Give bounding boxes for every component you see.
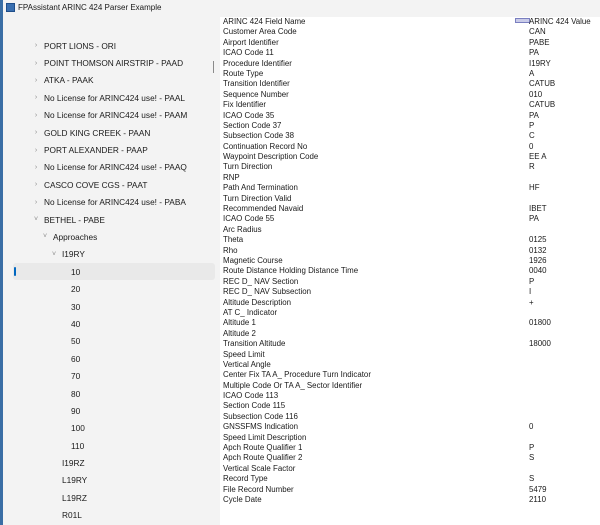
field-name: Record Type — [223, 474, 268, 484]
field-name: Transition Identifier — [223, 79, 290, 89]
field-value: S — [529, 453, 535, 463]
tree-item[interactable] — [3, 280, 215, 297]
field-value: IBET — [529, 204, 547, 214]
tree-item-label: 60 — [71, 353, 81, 364]
tree-item-label: No License for ARINC424 use! - PABA — [44, 197, 186, 208]
grid-row[interactable] — [220, 162, 600, 172]
field-name: Customer Area Code — [223, 27, 297, 37]
field-name: Magnetic Course — [223, 255, 283, 265]
chevron-right-icon[interactable]: › — [34, 129, 38, 137]
chevron-right-icon[interactable]: › — [34, 59, 38, 67]
field-name: Arc Radius — [223, 224, 262, 234]
field-value: PA — [529, 214, 539, 224]
grid-row[interactable] — [220, 79, 600, 89]
field-name: Sequence Number — [223, 89, 289, 99]
field-name: Vertical Angle — [223, 359, 271, 369]
grid-row[interactable] — [220, 142, 600, 152]
tree-item[interactable] — [3, 315, 215, 332]
grid-row[interactable] — [220, 433, 600, 443]
field-value: HF — [529, 183, 540, 193]
tree-item-label: 10 — [71, 266, 81, 277]
field-name: Theta — [223, 235, 244, 245]
field-name: Continuation Record No — [223, 141, 308, 151]
field-name: ICAO Code 113 — [223, 391, 279, 401]
grid-row[interactable] — [220, 412, 600, 422]
tree-item-label: L19RY — [62, 475, 88, 486]
field-name: Cycle Date — [223, 494, 262, 504]
field-value: P — [529, 120, 535, 130]
tree-item-label: CASCO COVE CGS - PAAT — [44, 179, 148, 190]
grid-header — [220, 17, 600, 27]
tree-item-label: L19RZ — [62, 492, 87, 503]
tree-item[interactable] — [3, 402, 215, 419]
grid-row[interactable] — [220, 173, 600, 183]
field-value: I — [529, 287, 532, 297]
field-value: 0 — [529, 422, 534, 432]
field-value: A — [529, 68, 535, 78]
tree-item[interactable] — [3, 54, 215, 71]
grid-row[interactable] — [220, 131, 600, 141]
field-value: 1926 — [529, 255, 547, 265]
chevron-down-icon[interactable]: ˅ — [42, 233, 48, 241]
grid-row[interactable] — [220, 225, 600, 235]
grid-row[interactable] — [220, 48, 600, 58]
field-name: Speed Limit Description — [223, 432, 307, 442]
tree-item[interactable] — [3, 107, 215, 124]
field-value: 18000 — [529, 339, 551, 349]
tree-item[interactable] — [3, 437, 215, 454]
tree-item[interactable] — [3, 246, 215, 263]
grid-row[interactable] — [220, 329, 600, 339]
field-value: EE A — [529, 152, 547, 162]
field-value: P — [529, 276, 535, 286]
field-name: Procedure Identifier — [223, 58, 292, 68]
tree-item[interactable] — [3, 367, 215, 384]
chevron-right-icon[interactable]: › — [34, 76, 38, 84]
field-value: PA — [529, 48, 539, 58]
tree-item-label: Approaches — [53, 231, 98, 242]
grid-row[interactable] — [220, 360, 600, 370]
grid-row[interactable] — [220, 38, 600, 48]
field-value: I19RY — [529, 58, 551, 68]
grid-row[interactable] — [220, 350, 600, 360]
tree-item-label: 100 — [71, 423, 85, 434]
tree-item[interactable] — [3, 333, 215, 350]
grid-row[interactable] — [220, 422, 600, 432]
field-value: 0040 — [529, 266, 547, 276]
field-name: Vertical Scale Factor — [223, 463, 296, 473]
tree-item-label: I19RZ — [62, 458, 85, 469]
field-value: 0 — [529, 141, 534, 151]
grid-row[interactable] — [220, 235, 600, 245]
grid-row[interactable] — [220, 485, 600, 495]
field-name: ICAO Code 11 — [223, 48, 274, 58]
grid-row[interactable] — [220, 277, 600, 287]
tree-item-label: 90 — [71, 405, 81, 416]
field-name: Speed Limit — [223, 349, 265, 359]
field-name: Airport Identifier — [223, 37, 279, 47]
tree-item[interactable] — [3, 72, 215, 89]
field-value: 2110 — [529, 494, 546, 504]
tree-item-label: 50 — [71, 336, 81, 347]
tree-item-label: No License for ARINC424 use! - PAAL — [44, 92, 185, 103]
grid-row[interactable] — [220, 308, 600, 318]
field-name-header[interactable]: ARINC 424 Field Name — [223, 17, 306, 26]
grid-row[interactable] — [220, 90, 600, 100]
field-name: GNSSFMS Indication — [223, 422, 298, 432]
chevron-right-icon[interactable]: › — [34, 42, 38, 50]
chevron-right-icon[interactable]: › — [34, 94, 38, 102]
grid-row[interactable] — [220, 401, 600, 411]
field-name: Transition Altitude — [223, 339, 286, 349]
tree-item[interactable] — [3, 454, 215, 471]
field-name: RNP — [223, 172, 240, 182]
app-icon — [6, 3, 15, 12]
tree-item[interactable] — [3, 159, 215, 176]
field-value: 0132 — [529, 245, 547, 255]
tree-item-label: BETHEL - PABE — [44, 214, 105, 225]
tree-item[interactable] — [3, 141, 215, 158]
field-name: File Record Number — [223, 484, 294, 494]
grid-row[interactable] — [220, 183, 600, 193]
tree-item[interactable] — [3, 228, 215, 245]
grid-row[interactable] — [220, 194, 600, 204]
grid-row[interactable] — [220, 121, 600, 131]
field-name: REC D_ NAV Subsection — [223, 287, 312, 297]
column-resize-grip[interactable] — [515, 18, 530, 23]
grid-row[interactable] — [220, 69, 600, 79]
field-name: ICAO Code 35 — [223, 110, 275, 120]
grid-row[interactable] — [220, 495, 600, 505]
field-value: C — [529, 131, 535, 141]
grid-row[interactable] — [220, 204, 600, 214]
grid-row[interactable] — [220, 27, 600, 37]
tree-item[interactable] — [3, 507, 215, 524]
chevron-right-icon[interactable]: › — [34, 181, 38, 189]
tree-item[interactable] — [3, 176, 215, 193]
tree-item[interactable] — [3, 194, 215, 211]
field-name: Recommended Navaid — [223, 204, 304, 214]
field-name: Route Type — [223, 68, 264, 78]
tree-item[interactable] — [13, 263, 215, 280]
tree-item-label: No License for ARINC424 use! - PAAM — [44, 110, 188, 121]
chevron-down-icon[interactable]: ˅ — [51, 250, 57, 258]
field-value: PA — [529, 110, 539, 120]
tree-item-label: 110 — [71, 440, 85, 451]
grid-row[interactable] — [220, 318, 600, 328]
field-name: Subsection Code 116 — [223, 411, 298, 421]
tree-item-label: 70 — [71, 371, 81, 382]
chevron-right-icon[interactable]: › — [34, 111, 38, 119]
tree-item-label: I19RY — [62, 249, 85, 260]
field-value: CATUB — [529, 79, 556, 89]
chevron-right-icon[interactable]: › — [34, 198, 38, 206]
grid-row[interactable] — [220, 266, 600, 276]
tree-item[interactable] — [3, 89, 215, 106]
tree-item[interactable] — [3, 472, 215, 489]
field-name: Apch Route Qualifier 2 — [223, 453, 303, 463]
field-value: CATUB — [529, 100, 556, 110]
field-name: Path And Termination — [223, 183, 298, 193]
tree-item[interactable] — [3, 420, 215, 437]
field-value: R — [529, 162, 535, 172]
tree-item[interactable] — [3, 124, 215, 141]
tree-item-label: 40 — [71, 318, 81, 329]
tree-item[interactable] — [3, 37, 215, 54]
grid-row[interactable] — [220, 464, 600, 474]
grid-row[interactable] — [220, 256, 600, 266]
field-value-header[interactable]: ARINC 424 Value — [529, 17, 591, 26]
tree-item-label: 20 — [71, 284, 81, 295]
tree-item-label: PORT LIONS - ORI — [44, 40, 117, 51]
field-name: Rho — [223, 245, 238, 255]
field-value: + — [529, 297, 534, 307]
tree-item-label: GOLD KING CREEK - PAAN — [44, 127, 151, 138]
tree-item[interactable] — [3, 298, 215, 315]
grid-row[interactable] — [220, 391, 600, 401]
field-value: PABE — [529, 37, 550, 47]
field-name: ICAO Code 55 — [223, 214, 275, 224]
tree-item-label: POINT THOMSON AIRSTRIP - PAAD — [44, 58, 184, 69]
tree-item[interactable] — [3, 211, 215, 228]
chevron-down-icon[interactable]: ˅ — [33, 216, 39, 224]
grid-row[interactable] — [220, 287, 600, 297]
field-name: Multiple Code Or TA A_ Sector Identifier — [223, 380, 363, 390]
field-grid — [220, 17, 600, 525]
field-name: Altitude 2 — [223, 328, 256, 338]
field-name: Route Distance Holding Distance Time — [223, 266, 359, 276]
field-value: CAN — [529, 27, 546, 37]
field-name: AT C_ Indicator — [223, 307, 278, 317]
field-value: P — [529, 443, 535, 453]
selection-indicator — [14, 267, 16, 276]
grid-row[interactable] — [220, 111, 600, 121]
title-bar — [3, 0, 600, 14]
field-name: Fix Identifier — [223, 100, 266, 110]
grid-row[interactable] — [220, 339, 600, 349]
grid-row[interactable] — [220, 214, 600, 224]
field-name: Subsection Code 38 — [223, 131, 295, 141]
tree-item-label: 80 — [71, 388, 81, 399]
tree-item-label: R01L — [62, 510, 82, 521]
field-name: Center Fix TA A_ Procedure Turn Indicator — [223, 370, 371, 380]
field-name: Section Code 115 — [223, 401, 286, 411]
field-value: S — [529, 474, 535, 484]
field-value: 0125 — [529, 235, 547, 245]
field-name: Apch Route Qualifier 1 — [223, 443, 303, 453]
grid-row[interactable] — [220, 453, 600, 463]
grid-row[interactable] — [220, 152, 600, 162]
field-value: 5479 — [529, 484, 547, 494]
tree-item-label: ATKA - PAAK — [44, 75, 94, 86]
field-name: Waypoint Description Code — [223, 152, 319, 162]
tree-item-label: No License for ARINC424 use! - PAAQ — [44, 162, 187, 173]
tree-item[interactable] — [3, 489, 215, 506]
tree-item[interactable] — [3, 385, 215, 402]
chevron-right-icon[interactable]: › — [34, 163, 38, 171]
field-name: Turn Direction Valid — [223, 193, 292, 203]
grid-row[interactable] — [220, 59, 600, 69]
field-name: Altitude 1 — [223, 318, 256, 328]
field-value: 01800 — [529, 318, 551, 328]
field-name: REC D_ NAV Section — [223, 276, 299, 286]
grid-row[interactable] — [220, 381, 600, 391]
window-title: FPAssistant ARINC 424 Parser Example — [18, 2, 162, 12]
chevron-right-icon[interactable]: › — [34, 146, 38, 154]
grid-row[interactable] — [220, 370, 600, 380]
tree-item-label: PORT ALEXANDER - PAAP — [44, 145, 148, 156]
field-name: Turn Direction — [223, 162, 273, 172]
grid-row[interactable] — [220, 246, 600, 256]
field-name: Altitude Description — [223, 297, 291, 307]
grid-row[interactable] — [220, 298, 600, 308]
tree-scrollbar[interactable] — [213, 61, 214, 73]
grid-row[interactable] — [220, 443, 600, 453]
field-name: Section Code 37 — [223, 120, 282, 130]
field-value: 010 — [529, 89, 543, 99]
grid-row[interactable] — [220, 100, 600, 110]
tree-item-label: 30 — [71, 301, 81, 312]
grid-row[interactable] — [220, 474, 600, 484]
navigation-tree[interactable] — [3, 37, 215, 524]
tree-item[interactable] — [3, 350, 215, 367]
